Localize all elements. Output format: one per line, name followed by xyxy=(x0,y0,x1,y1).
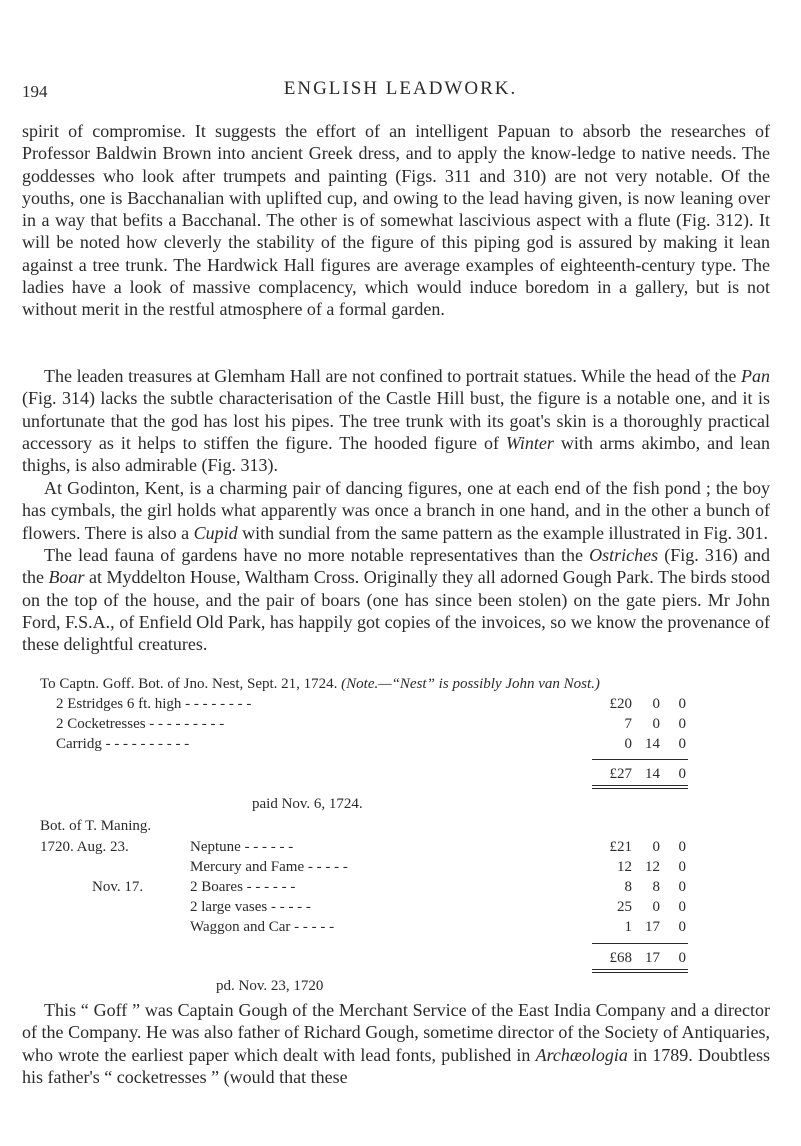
invoice-heading: To Captn. Goff. Bot. of Jno. Nest, Sept. 21, 1724. (Note.—“Nest” is possibly John van Nost.) xyxy=(40,676,600,692)
item-shillings: 0 xyxy=(652,716,660,732)
item-shillings: 0 xyxy=(652,839,660,855)
item-pounds: £21 xyxy=(609,839,632,855)
invoice-date: 1720. Aug. 23. xyxy=(40,839,129,855)
invoice-item: 2 Cocketresses - - - - - - - - - xyxy=(56,716,225,732)
invoice-heading: Bot. of T. Maning. xyxy=(40,818,152,834)
pan-title: Pan xyxy=(741,366,770,386)
winter-title: Winter xyxy=(505,432,554,453)
sum-rule xyxy=(592,759,688,760)
item-shillings: 0 xyxy=(652,899,660,915)
paragraph-4: The lead fauna of gardens have no more notable representatives than the Ostriches (Fig. 316) and the Boar at Myddelton House, Waltham Cross. Originally they all adorned Gough Park. The birds stood on the top of the house, and the pair of boars (one has since been stolen) on the gate piers. Mr John Ford, F.S.A., of Enfield Old Park, has happily got copies of the invoices, so we know the provenance of these delightful creatures. xyxy=(22,545,770,655)
item-shillings: 14 xyxy=(645,736,660,752)
sum-rule xyxy=(592,943,688,944)
item-pence: 0 xyxy=(678,736,686,752)
invoice-paid-note: pd. Nov. 23, 1720 xyxy=(216,978,324,994)
invoice-maning xyxy=(40,817,760,1027)
item-pence: 0 xyxy=(678,879,686,895)
item-shillings: 12 xyxy=(645,859,660,875)
cupid-title: Cupid xyxy=(193,522,238,543)
item-pounds: 12 xyxy=(617,859,632,875)
page-number: 194 xyxy=(22,82,48,101)
item-shillings: 8 xyxy=(652,879,660,895)
total-shillings: 17 xyxy=(645,950,660,966)
invoice-item: Neptune - - - - - - xyxy=(190,839,294,855)
item-pounds: £20 xyxy=(609,696,632,712)
boar-title: Boar xyxy=(48,567,85,588)
paragraph-1: spirit of compromise. It suggests the effort of an intelligent Papuan to absorb the researches of Professor Baldwin Brown into ancient Greek dress, and to apply the know-ledge to native needs. The goddesses who look after trumpets and painting (Figs. 311 and 310) are not very notable. Of the youths, one is Bacchanalian with uplifted cup, and owing to the lead having given, is now leaning over in a way that befits a Bacchanal. The other is of somewhat lascivious aspect with a flute (Fig. 312). It will be noted how cleverly the stability of the figure of this piping god is assured by making it lean against a tree trunk. The Hardwick Hall figures are average examples of eighteenth-century type. The ladies have a look of massive complacency, which would induce boredom in a gallery, but is not without merit in the restful atmosphere of a formal garden. xyxy=(22,121,770,320)
item-pounds: 8 xyxy=(624,879,632,895)
invoice-goff xyxy=(40,675,760,795)
invoice-item: 2 Estridges 6 ft. high - - - - - - - - xyxy=(56,696,252,712)
item-shillings: 0 xyxy=(652,696,660,712)
item-pounds: 25 xyxy=(617,899,632,915)
closing-paragraph: This “ Goff ” was Captain Gough of the Merchant Service of the East India Company and a director of the Company. He was also father of Richard Gough, sometime director of the Society of Antiquaries, who wrote the earliest paper which dealt with lead fonts, published in Archæologia in 1789. Doubtless his father's “ cocketresses ” (would that these xyxy=(22,1000,770,1087)
paragraph-3: At Godinton, Kent, is a charming pair of dancing figures, one at each end of the fish pond ; the boy has cymbals, the girl holds what apparently was once a branch in one hand, and in the other a bunch of flowers. There is also a Cupid with sundial from the same pattern as the example illustrated in Fig. 301. xyxy=(22,478,770,543)
total-pence: 0 xyxy=(678,766,686,782)
invoice-note: (Note.—“Nest” is possibly John van Nost.) xyxy=(341,676,600,692)
ostriches-title: Ostriches xyxy=(589,545,659,565)
item-pounds: 7 xyxy=(624,716,632,732)
item-pence: 0 xyxy=(678,839,686,855)
item-pounds: 0 xyxy=(624,736,632,752)
invoice-date: Nov. 17. xyxy=(92,879,144,895)
invoice-paid-note: paid Nov. 6, 1724. xyxy=(252,796,363,812)
total-rule xyxy=(592,969,688,973)
item-pence: 0 xyxy=(678,716,686,732)
invoice-item: Carridg - - - - - - - - - - xyxy=(56,736,190,752)
item-pence: 0 xyxy=(678,859,686,875)
archaeologia-title: Archæologia xyxy=(535,1044,628,1065)
item-shillings: 17 xyxy=(645,919,660,935)
total-pence: 0 xyxy=(678,950,686,966)
total-pounds: £27 xyxy=(609,766,632,782)
invoice-item: Mercury and Fame - - - - - xyxy=(190,859,348,875)
running-title: ENGLISH LEADWORK. xyxy=(283,78,518,99)
paragraph-2: The leaden treasures at Glemham Hall are not confined to portrait statues. While the head of the Pan (Fig. 314) lacks the subtle characterisation of the Castle Hill bust, the figure is a notable one, and it is unfortunate that the god has lost his pipes. The tree trunk with its goat's skin is a thoroughly practical accessory as it helps to stiffen the figure. The hooded figure of Winter with arms akimbo, and lean thighs, is also admirable (Fig. 313). xyxy=(22,366,771,476)
item-pence: 0 xyxy=(678,919,686,935)
invoice-item: Waggon and Car - - - - - xyxy=(190,919,335,935)
invoice-item: 2 Boares - - - - - - xyxy=(190,879,296,895)
item-pounds: 1 xyxy=(624,919,632,935)
total-shillings: 14 xyxy=(645,766,660,782)
item-pence: 0 xyxy=(678,899,686,915)
invoice-item: 2 large vases - - - - - xyxy=(190,899,311,915)
total-pounds: £68 xyxy=(609,950,632,966)
item-pence: 0 xyxy=(678,696,686,712)
total-rule xyxy=(592,785,688,789)
